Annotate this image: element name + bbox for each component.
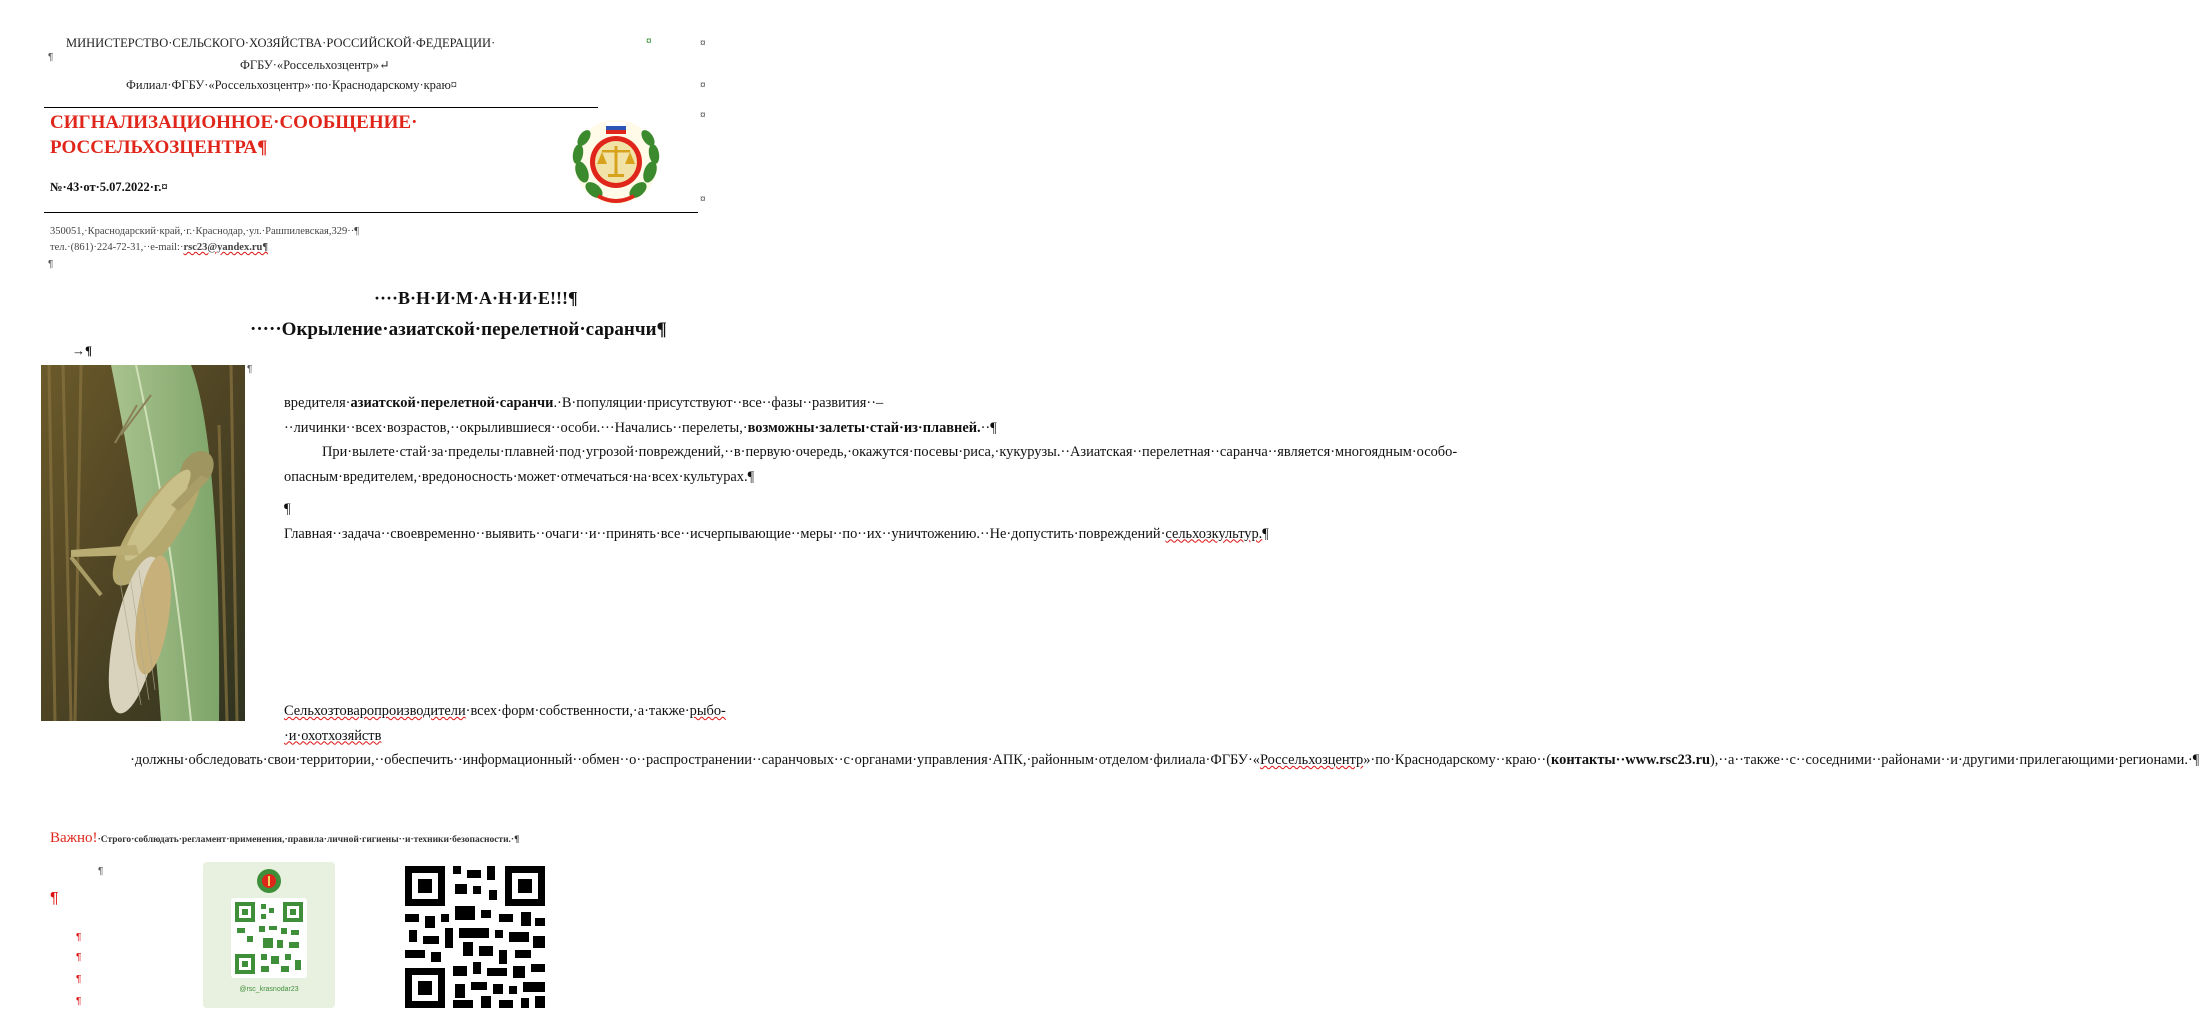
paragraph-1: вредителя·азиатской·перелетной·саранчи.·В·популяции·присутствуют··все··фазы··развития··–··личинки··всех·возрастов,··окрылившиеся··особи.···Начались··перелеты,·возможны·залеты·стай·из·плавней.··¶ [284, 395, 997, 436]
pilcrow-mark: ¶ [48, 52, 54, 63]
paragraph-3: Главная··задача··своевременно··выявить··очаги··и··принять·все··исчерпывающие··меры··по··их··уничтожению.··Не·допустить·повреждений·сельхозкультур.¶ [284, 525, 1269, 542]
important-label: Важно! [50, 830, 98, 846]
pilcrow-mark: ¶ [76, 996, 82, 1007]
paragraph-empty: ¶ [284, 501, 291, 517]
paragraph-2: При·вылете·стай·за·пределы·плавней·под·угрозой·повреждений,··в·первую·очередь,·окажутся·посевы·риса,·кукурузы.··Азиатская··перелетная··саранча··является·многоядным·особо-опасным·вредителем,·вредоносность·может·отмечаться·на·всех·культурах.¶ [284, 444, 1458, 485]
phone-text: тел.·(861)·224-72-31,··e-mail:· [50, 242, 184, 253]
header-rule [44, 212, 698, 213]
pilcrow-mark: ¶ [48, 259, 54, 270]
important-text: ·Строго·соблюдать·регламент·применения,·правила·личной·гигиены··и·техники·безопасности.·¶ [97, 835, 520, 845]
body-paragraphs [284, 391, 1458, 546]
pilcrow-mark: ¶ [247, 364, 253, 375]
social-qr-card[interactable] [203, 862, 335, 1008]
pilcrow-mark: ¶ [98, 866, 104, 877]
cell-mark: ¤ [646, 36, 652, 47]
alert-subject: ·····Окрыление·азиатской·перелетной·саранчи¶ [250, 319, 667, 340]
cell-mark: ¤ [700, 38, 706, 49]
message-title-line2: РОССЕЛЬХОЗЦЕНТРА¶ [50, 137, 268, 158]
email-link[interactable]: rsc23@yandex.ru¶ [183, 242, 269, 253]
ministry-line: МИНИСТЕРСТВО·СЕЛЬСКОГО·ХОЗЯЙСТВА·РОССИЙСКОЙ·ФЕДЕРАЦИИ· [66, 36, 496, 50]
pilcrow-mark: ¶ [76, 952, 82, 963]
paragraph-4: ·должны·обследовать·свои·территории,··обеспечить··информационный··обмен··о··распространении··саранчовых··с·органами·управления·АПК,·районным·отделом·филиала·ФГБУ·«Россельхозцентр»·по·Краснодарскому··краю··(контакты··www.rsc23.ru),··а··также··с··соседними··районами··и·другими·прилегающими·регионами.·¶ [130, 752, 2199, 768]
branch-line: Филиал·ФГБУ·«Россельхозцентр»·по·Краснодарскому·краю¤ [126, 78, 458, 92]
important-note [50, 829, 519, 847]
anchor-mark: →¶ [72, 343, 93, 358]
website-qr-code[interactable] [405, 866, 545, 1008]
address-line: 350051,·Краснодарский·край,·г.·Краснодар,·ул.·Рашпилевская,329··¶ [50, 226, 360, 237]
phone-email-line [50, 242, 268, 253]
pilcrow-mark: ¶ [50, 890, 59, 907]
message-title-line1: СИГНАЛИЗАЦИОННОЕ·СООБЩЕНИЕ· [50, 112, 418, 133]
attention-heading: ····В·Н·И·М·А·Н·И·Е!!!¶ [374, 288, 578, 308]
cell-mark: ¤ [700, 80, 706, 91]
issue-number: №·43·от·5.07.2022·г.¤ [50, 180, 168, 194]
rsc-emblem-icon [568, 112, 664, 208]
social-qr-code[interactable] [231, 898, 307, 978]
paragraph-4-top: Сельхозтоваропроизводители·всех·форм·собственности,·а·также·рыбо-·и·охотхозяйств [284, 703, 726, 744]
pilcrow-mark: ¶ [76, 932, 82, 943]
rsc-emblem-icon [256, 868, 282, 894]
fgbu-line: ФГБУ·«Россельхозцентр»↵ [240, 58, 390, 72]
locust-photo [41, 365, 245, 721]
pilcrow-mark: ¶ [76, 974, 82, 985]
cell-mark: ¤ [700, 110, 706, 121]
social-handle: @rsc_krasnodar23 [239, 986, 299, 993]
website-link[interactable]: контакты··www.rsc23.ru [1551, 752, 1710, 768]
cell-mark: ¤ [700, 194, 706, 205]
header-rule [44, 107, 598, 108]
